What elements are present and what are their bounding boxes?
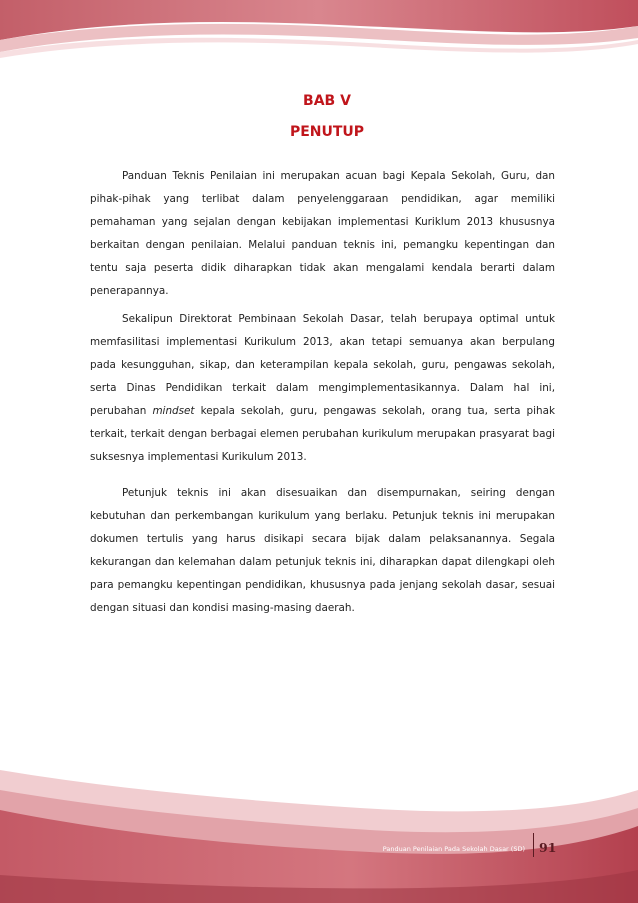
footer-swoosh [0,770,638,903]
page-number: 91 [539,840,557,855]
paragraph-2-emphasis: mindset [152,405,195,417]
page-number-divider [533,833,534,857]
header-swoosh [0,0,638,58]
paragraph-1: Panduan Teknis Penilaian ini merupakan acuan bagi Kepala Sekolah, Guru, dan pihak-pihak yang terlibat dalam penyelenggaraan pendidikan, agar memiliki pemahaman yang sejalan dengan kebijakan implementasi Kuriklum 2013 khususnya berkaitan dengan penilaian. Melalui panduan teknis ini, pemangku kepentingan dan tentu saja peserta didik diharapkan tidak akan mengalami kendala berarti dalam penerapannya. [90,170,555,297]
chapter-title: PENUTUP [289,124,365,140]
paragraph-3: Petunjuk teknis ini akan disesuaikan dan disempurnakan, seiring dengan kebutuhan dan perkembangan kurikulum yang berlaku. Petunjuk teknis ini merupakan dokumen tertulis yang harus disikapi secara bijak dalam pelaksanannya. Segala kekurangan dan kelemahan dalam petunjuk teknis ini, diharapkan dapat dilengkapi oleh para pemangku kepentingan pendidikan, khususnya pada jenjang sekolah dasar, sesuai dengan situasi dan kondisi masing-masing daerah. [90,487,555,614]
paragraph-2-part-a: Sekalipun Direktorat Pembinaan Sekolah Dasar, telah berupaya optimal untuk memfasilitasi implementasi Kurikulum 2013, akan tetapi semuanya akan berpulang pada kesungguhan, sikap, dan keterampilan kepala sekolah, guru, pengawas sekolah, serta Dinas Pendidikan terkait dalam mengimplementasikannya. Dalam hal ini, perubahan [90,313,555,417]
footer-book-title: Panduan Penilaian Pada Sekolah Dasar (SD) [382,845,525,853]
paragraph-2 [90,308,555,469]
chapter-body [90,165,555,620]
chapter-number: BAB V [303,93,351,109]
paragraph-2-part-b: kepala sekolah, guru, pengawas sekolah, orang tua, serta pihak terkait, terkait dengan berbagai elemen perubahan kurikulum merupakan prasyarat bagi suksesnya implementasi Kurikulum 2013. [90,405,555,463]
